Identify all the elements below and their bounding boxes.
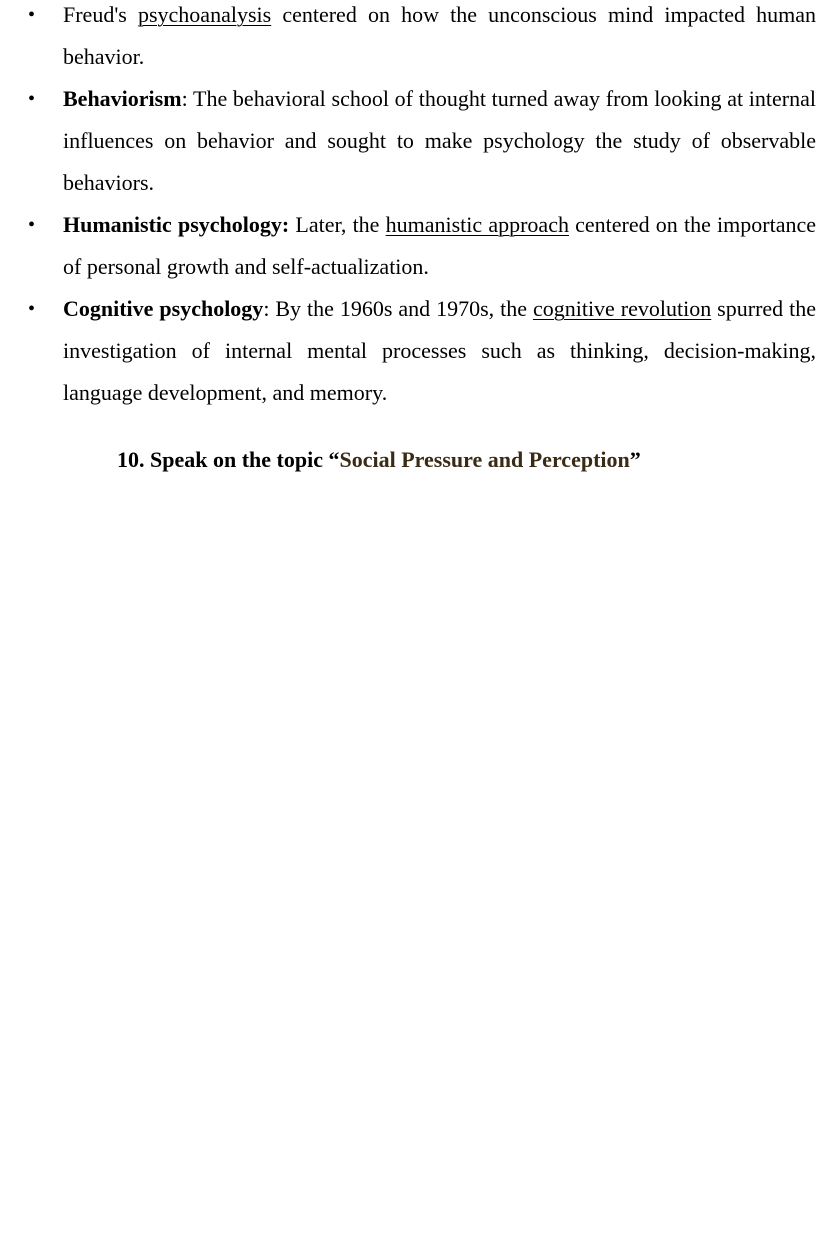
heading-close-quote: ” [629,447,641,472]
list-item [0,0,816,78]
list-item [0,78,816,204]
bullet-icon: • [28,214,36,236]
item-text-post: centered on how the unconscious mind impacted human behavior. [63,2,816,69]
bullet-icon: • [28,88,36,110]
list-item [0,204,816,288]
bullet-icon: • [28,298,36,320]
section-heading [117,444,641,476]
cognitive-psychology-term: Cognitive psychology [63,296,264,321]
item-text-post: spurred the investigation of internal mental processes such as thinking, decision-making, language development, and memory. [63,296,816,405]
behaviorism-term: Behaviorism [63,86,182,111]
humanistic-approach-link[interactable]: humanistic approach [385,212,569,237]
psychology-schools-list [0,0,816,414]
cognitive-revolution-link[interactable]: cognitive revolution [532,296,712,321]
heading-open-quote: “ [328,447,340,472]
list-item [0,288,816,414]
item-text-mid: Later, the [289,212,386,237]
item-text-post: : The behavioral school of thought turned away from looking at internal influences on behavior and sought to make psychology the study of observable behaviors. [63,86,816,195]
heading-prefix: 10. Speak on the topic [117,447,329,472]
humanistic-psychology-term: Humanistic psychology: [63,212,290,237]
heading-topic: Social Pressure and Perception [339,447,630,472]
item-text-pre: Freud's [63,2,138,27]
item-text-post: centered on the importance of personal growth and self-actualization. [63,212,816,279]
bullet-icon: • [28,4,36,26]
psychoanalysis-link[interactable]: psychoanalysis [137,2,272,27]
item-text-mid: : By the 1960s and 1970s, the [263,296,533,321]
